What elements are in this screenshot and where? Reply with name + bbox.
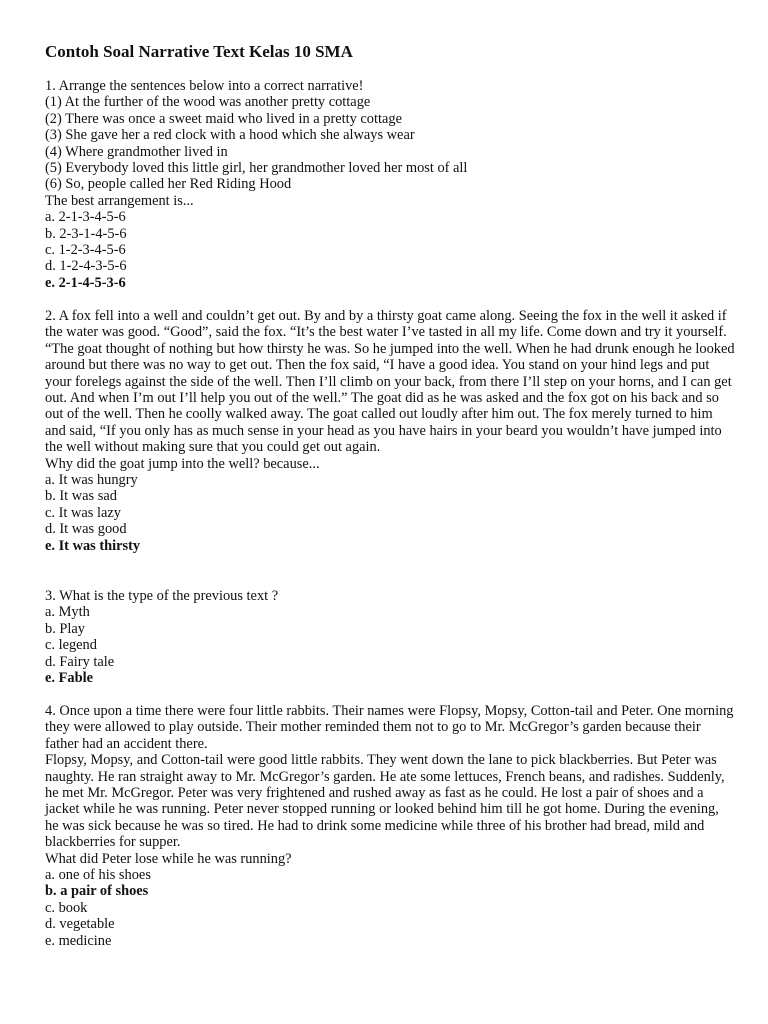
q1-sentence-1: (1) At the further of the wood was another pretty cottage — [45, 94, 371, 111]
q1-option-d: d. 1-2-4-3-5-6 — [45, 258, 127, 275]
q2-option-b: b. It was sad — [45, 488, 117, 505]
q1-question: The best arrangement is... — [45, 192, 194, 209]
q4-option-d: d. vegetable — [45, 916, 115, 933]
q4-option-a: a. one of his shoes — [45, 867, 151, 884]
q4-passage-paragraph-1: 4. Once upon a time there were four little rabbits. Their names were Flopsy, Mopsy, Cotton-tail and Peter. One morning they were allowed to play outside. Their mother reminded them not to go to Mr. McGregor’s garden because their father had an accident there. — [45, 703, 734, 752]
q4-question: What did Peter lose while he was running? — [45, 850, 292, 867]
q1-option-b: b. 2-3-1-4-5-6 — [45, 225, 127, 242]
q4-option-e: e. medicine — [45, 932, 112, 949]
question-1 — [45, 78, 735, 291]
q1-sentence-4: (4) Where grandmother lived in — [45, 143, 228, 160]
q2-option-e-answer: e. It was thirsty — [45, 537, 141, 554]
q3-option-a: a. Myth — [45, 604, 90, 621]
q1-sentence-6: (6) So, people called her Red Riding Hood — [45, 176, 292, 193]
q1-sentence-2: (2) There was once a sweet maid who lived in a pretty cottage — [45, 110, 402, 127]
q3-option-e-answer: e. Fable — [45, 670, 93, 687]
q4-option-b-answer: b. a pair of shoes — [45, 883, 149, 900]
q1-option-a: a. 2-1-3-4-5-6 — [45, 209, 126, 226]
question-2 — [45, 308, 735, 554]
question-4 — [45, 703, 735, 949]
document-title: Contoh Soal Narrative Text Kelas 10 SMA — [45, 42, 353, 61]
question-3 — [45, 588, 735, 686]
q1-option-c: c. 1-2-3-4-5-6 — [45, 242, 126, 259]
q3-option-b: b. Play — [45, 620, 85, 637]
q3-option-c: c. legend — [45, 637, 97, 654]
q2-option-a: a. It was hungry — [45, 472, 138, 489]
q1-option-e-answer: e. 2-1-4-5-3-6 — [45, 274, 126, 291]
q4-option-c: c. book — [45, 899, 88, 916]
q2-option-d: d. It was good — [45, 521, 127, 538]
q1-sentence-3: (3) She gave her a red clock with a hood which she always wear — [45, 127, 415, 144]
q3-option-d: d. Fairy tale — [45, 653, 115, 670]
q1-prompt: 1. Arrange the sentences below into a correct narrative! — [45, 78, 364, 94]
q4-passage-paragraph-2: Flopsy, Mopsy, and Cotton-tail were good little rabbits. They went down the lane to pick blackberries. But Peter was naughty. He ran straight away to Mr. McGregor’s garden. He ate some lettuces, French beans, and radishes. Suddenly, he met Mr. McGregor. Peter was very frightened and rushed away as fast as he could. He lost a pair of shoes and a jacket while he was running. Peter never stopped running or looked behind him till he got home. During the evening, he was sick because he was so tired. He had to drink some medicine while three of his brother had bread, mild and blackberries for supper. — [45, 752, 725, 851]
q2-option-c: c. It was lazy — [45, 504, 121, 521]
q2-question: Why did the goat jump into the well? because... — [45, 455, 320, 472]
q1-sentence-5: (5) Everybody loved this little girl, her grandmother loved her most of all — [45, 160, 468, 177]
q3-question: 3. What is the type of the previous text ? — [45, 588, 279, 604]
q2-passage: 2. A fox fell into a well and couldn’t get out. By and by a thirsty goat came along. Seeing the fox in the well it asked if the water was good. “Good”, said the fox. “It’s the best water I’ve tasted in all my life. Come down and try it yourself. “The goat thought of nothing but how thirsty he was. So he jumped into the well. When he had drunk enough he looked around but there was no way to get out. Then the fox said, “I have a good idea. You stand on your hind legs and put your forelegs against the side of the well. Then I’ll climb on your back, from there I’ll step on your horns, and I can get out. And when I’m out I’ll help you out of the well.” The goat did as he was asked and the fox got on his back and so out of the well. Then he coolly walked away. The goat called out loudly after him out. The fox merely turned to him and said, “If you only has as much sense in your head as you have hairs in your beard you wouldn’t have jumped into the well without making sure that you could get out again. — [45, 308, 735, 456]
